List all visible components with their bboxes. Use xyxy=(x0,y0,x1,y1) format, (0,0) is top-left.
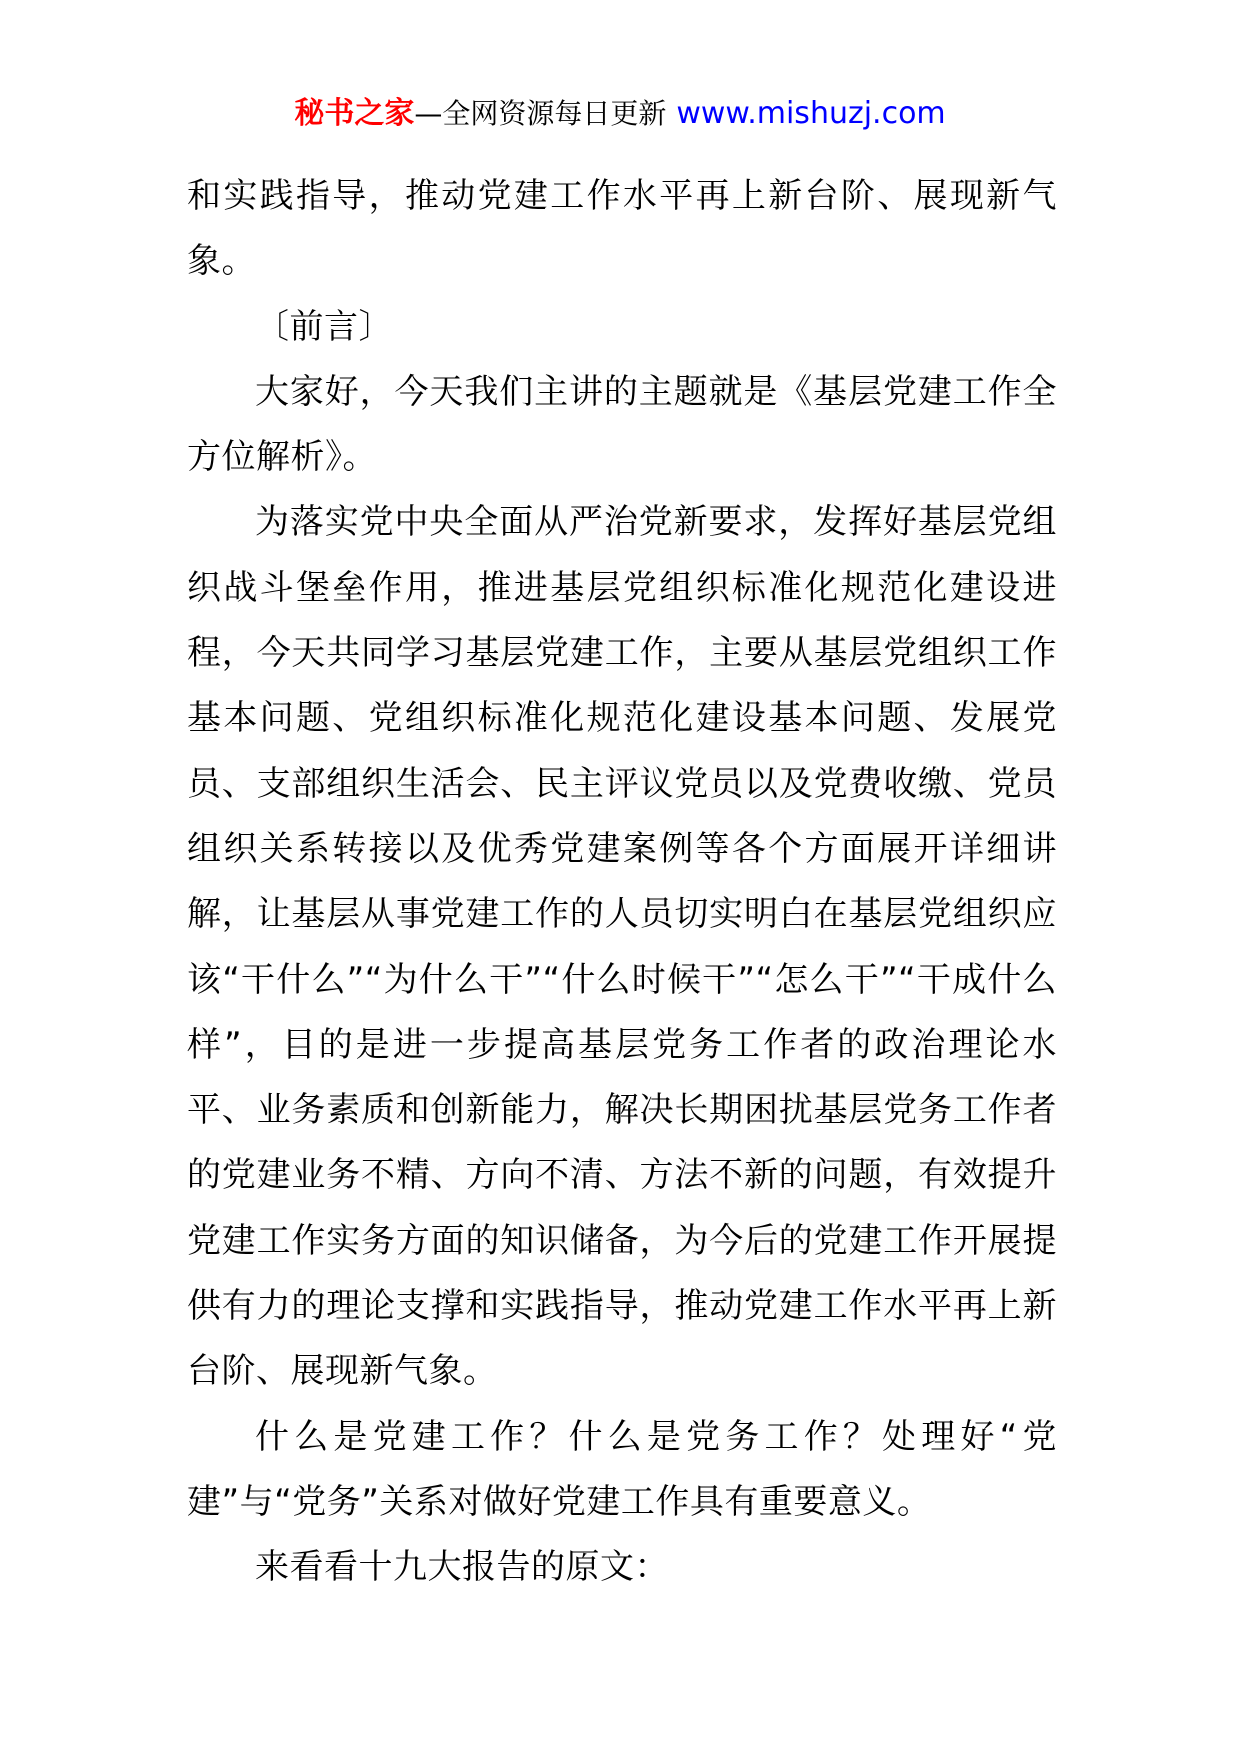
paragraph-purpose: 为落实党中央全面从严治党新要求，发挥好基层党组织战斗堡垒作用，推进基层党组织标准化规范化建设进程，今天共同学习基层党建工作，主要从基层党组织工作基本问题、党组织标准化规范化建设基本问题、发展党员、支部组织生活会、民主评议党员以及党费收缴、党员组织关系转接以及优秀党建案例等各个方面展开详细讲解，让基层从事党建工作的人员切实明白在基层党组织应该“干什么”“为什么干”“什么时候干”“怎么干”“干成什么样”，目的是进一步提高基层党务工作者的政治理论水平、业务素质和创新能力，解决长期困扰基层党务工作者的党建业务不精、方向不清、方法不新的问题，有效提升党建工作实务方面的知识储备，为今后的党建工作开展提供有力的理论支撑和实践指导，推动党建工作水平再上新台阶、展现新气象。 xyxy=(187,502,1057,1392)
section-heading-preface: 〔前言〕 xyxy=(255,306,393,347)
document-body xyxy=(187,164,1057,1601)
paragraph-question: 什么是党建工作？什么是党务工作？处理好“党建”与“党务”关系对做好党建工作具有重要意义。 xyxy=(187,1416,1057,1522)
site-url-link[interactable]: www.mishuzj.com xyxy=(676,96,946,131)
page-header xyxy=(0,94,1240,134)
paragraph-report-intro: 来看看十九大报告的原文： xyxy=(255,1547,669,1588)
paragraph-continuation: 和实践指导，推动党建工作水平再上新台阶、展现新气象。 xyxy=(187,176,1057,282)
paragraph-greeting: 大家好，今天我们主讲的主题就是《基层党建工作全方位解析》。 xyxy=(187,371,1057,478)
site-tagline: —全网资源每日更新 xyxy=(414,97,667,130)
site-brand: 秘书之家 xyxy=(294,96,415,131)
